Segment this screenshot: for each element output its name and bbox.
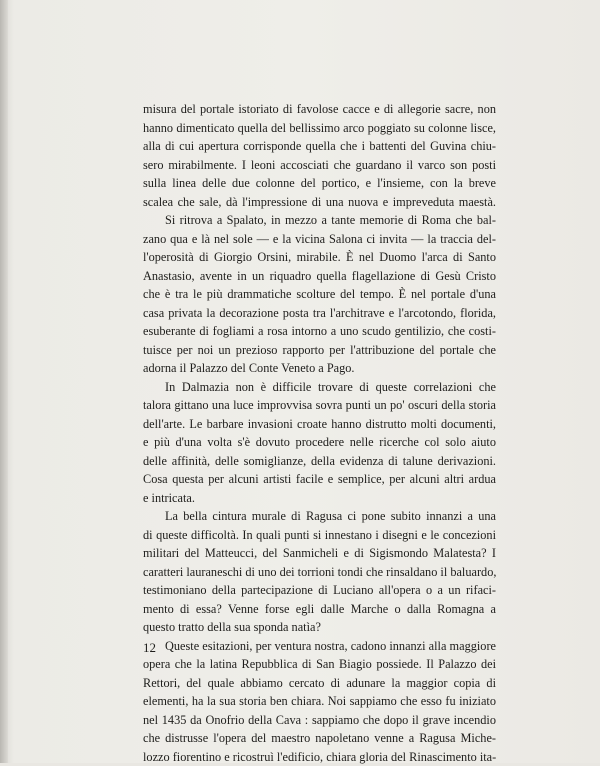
text-line: mento di essa? Venne forse egli dalle Marche o dalla Romagna a (143, 600, 496, 619)
text-line: e più d'una volta s'è dovuto procedere nelle ricerche col solo aiuto (143, 433, 496, 452)
text-line: dell'arte. Le barbare invasioni croate hanno distrutto molti documenti, (143, 415, 496, 434)
text-line: misura del portale istoriato di favolose cacce e di allegorie sacre, non (143, 100, 496, 119)
text-line: esuberante di fogliami a rosa intorno a uno scudo gentilizio, che costi- (143, 322, 496, 341)
text-line: sulla linea delle due colonne del portico, e l'insieme, con la breve (143, 174, 496, 193)
text-line: hanno dimenticato quella del bellissimo arco poggiato su colonne lisce, (143, 119, 496, 138)
text-line: lozzo fiorentino e ricostruì l'edificio, chiara gloria del Rinascimento ita- (143, 748, 496, 766)
text-line: Rettori, del quale abbiamo cercato di adunare la maggior copia di (143, 674, 496, 693)
text-line: sero mirabilmente. I leoni accosciati che guardano il varco son posti (143, 156, 496, 175)
page-number: 12 (143, 640, 156, 656)
text-line: testimoniano della partecipazione di Luciano all'opera o a un rifaci- (143, 581, 496, 600)
text-line: delle affinità, delle somiglianze, della evidenza di talune derivazioni. (143, 452, 496, 471)
paragraph-last-line: e intricata. (143, 489, 496, 508)
text-line: zano qua e là nel sole — e la vicina Salona ci invita — la traccia del- (143, 230, 496, 249)
paragraph-first-line: Si ritrova a Spalato, in mezzo a tante memorie di Roma che bal- (143, 211, 496, 230)
text-line: Anastasio, avente in un riquadro quella flagellazione di Gesù Cristo (143, 267, 496, 286)
text-line: tuisce per noi un prezioso rapporto per l'attribuzione del portale che (143, 341, 496, 360)
paragraph-last-line: questo tratto della sua sponda natìa? (143, 618, 496, 637)
paragraph-first-line: In Dalmazia non è difficile trovare di queste correlazioni che (143, 378, 496, 397)
text-line: che è tra le più drammatiche scolture del tempo. È nel portale d'una (143, 285, 496, 304)
text-line: talora gittano una luce improvvisa sovra punti un po' oscuri della storia (143, 396, 496, 415)
text-line: casa privata la decorazione posta tra l'architrave e l'arcotondo, florida, (143, 304, 496, 323)
page-spine-shadow (0, 0, 8, 763)
text-line: scalea che sale, dà l'impressione di una nuova e impreveduta maestà. (143, 193, 496, 212)
text-line: di queste difficoltà. In quali punti si innestano i disegni e le concezioni (143, 526, 496, 545)
text-line: caratteri lauraneschi di uno dei torrioni tondi che rinsaldano il baluardo, (143, 563, 496, 582)
paragraph-first-line: Queste esitazioni, per ventura nostra, cadono innanzi alla maggiore (143, 637, 496, 656)
text-line: opera che la latina Repubblica di San Biagio possiede. Il Palazzo dei (143, 655, 496, 674)
paragraph-last-line: adorna il Palazzo del Conte Veneto a Pago. (143, 359, 496, 378)
text-line: l'operosità di Giorgio Orsini, mirabile. È nel Duomo l'arca di Santo (143, 248, 496, 267)
text-line: elementi, ha la sua storia ben chiara. Noi sappiamo che esso fu iniziato (143, 692, 496, 711)
text-line: nel 1435 da Onofrio della Cava : sappiamo che dopo il grave incendio (143, 711, 496, 730)
text-line: alla di cui apertura corrisponde quella che i battenti del Guvina chiu- (143, 137, 496, 156)
text-line: Cosa questa per alcuni artisti facile e semplice, per alcuni altri ardua (143, 470, 496, 489)
text-line: che distrusse l'opera del maestro napoletano venne a Ragusa Miche- (143, 729, 496, 748)
paragraph-first-line: La bella cintura murale di Ragusa ci pone subito innanzi a una (143, 507, 496, 526)
body-text (143, 100, 496, 766)
text-line: militari del Matteucci, del Sanmicheli e di Sigismondo Malatesta? I (143, 544, 496, 563)
